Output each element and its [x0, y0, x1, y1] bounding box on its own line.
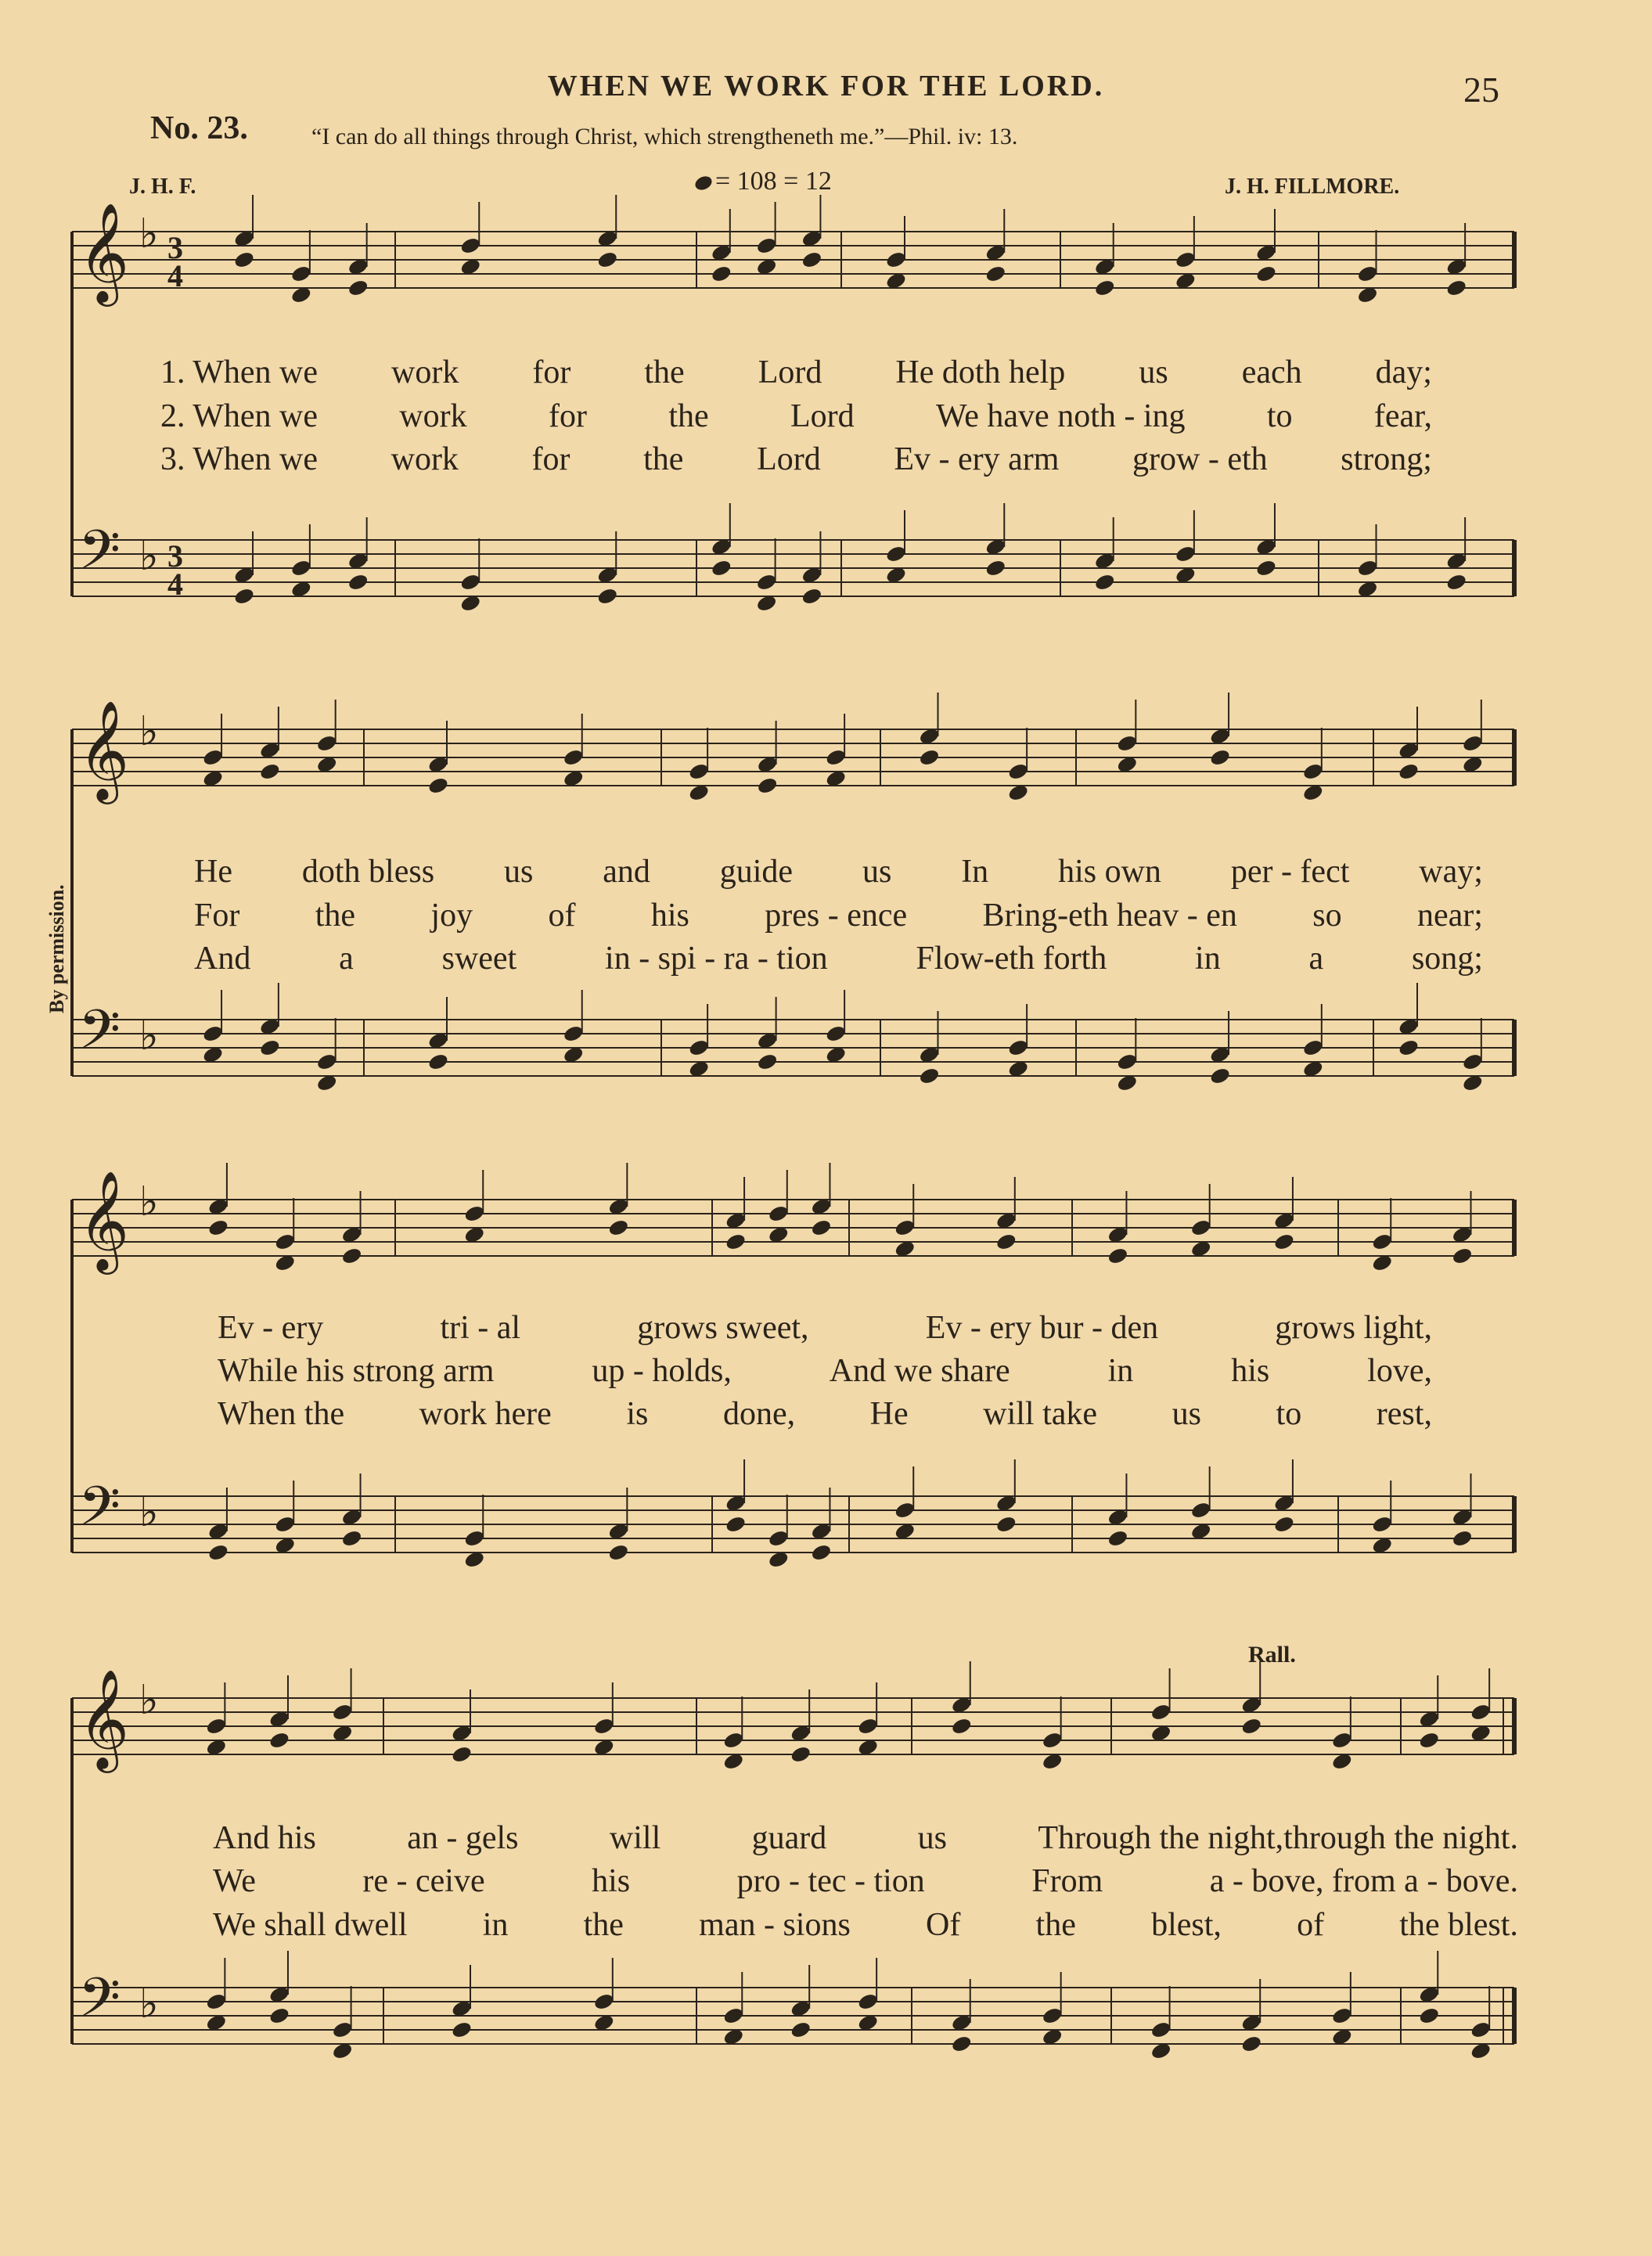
notehead: [790, 1745, 812, 1765]
bass-clef-icon: 𝄢: [78, 518, 121, 595]
lyric-word: his: [650, 898, 689, 934]
lyric-word: And we share: [829, 1353, 1010, 1389]
notehead: [1418, 2006, 1441, 2026]
lyric-word: love,: [1367, 1353, 1432, 1389]
lyric-word: 2. When we: [160, 398, 318, 434]
notehead: [918, 748, 941, 768]
notehead: [790, 2020, 812, 2040]
lyric-word: From: [1031, 1863, 1103, 1899]
page-number: 25: [1463, 70, 1499, 110]
lyric-word: song;: [1411, 941, 1483, 977]
notehead: [1007, 1038, 1030, 1058]
time-signature-numerator: 3: [167, 230, 183, 265]
lyric-word: the: [668, 398, 709, 434]
notehead: [274, 1232, 297, 1252]
lyric-word: his: [1231, 1353, 1270, 1389]
notehead: [268, 2006, 291, 2026]
lyric-word: the blest.: [1399, 1907, 1518, 1943]
notehead: [331, 1703, 354, 1722]
treble-clef-icon: 𝄞: [78, 700, 130, 800]
lyric-line: [213, 1819, 1518, 1857]
notehead: [801, 250, 823, 270]
lyric-word: strong;: [1341, 441, 1432, 477]
notehead: [562, 1024, 585, 1044]
notehead: [1255, 559, 1278, 578]
lyric-word: each: [1241, 354, 1302, 390]
lyric-word: of: [1297, 1907, 1325, 1943]
notehead: [233, 587, 256, 606]
notehead: [1175, 545, 1197, 564]
lyric-word: will: [609, 1820, 661, 1856]
lyric-word: the: [315, 898, 356, 934]
notehead: [885, 545, 908, 564]
lyric-word: in: [482, 1907, 509, 1943]
lyric-word: doth bless: [301, 854, 435, 890]
page-title: WHEN WE WORK FOR THE LORD.: [547, 70, 1105, 103]
notehead: [810, 1543, 833, 1563]
notehead: [1209, 1067, 1232, 1086]
rallentando-marking: Rall.: [1248, 1642, 1296, 1668]
notehead: [290, 559, 313, 578]
lyric-line: [160, 398, 1432, 435]
notehead: [202, 748, 225, 768]
lyric-word: In: [961, 854, 989, 890]
notehead: [274, 1515, 297, 1535]
notehead: [205, 1992, 228, 2012]
lyric-word: Of: [926, 1907, 961, 1943]
notehead: [331, 2020, 354, 2040]
lyric-word: in: [1195, 941, 1221, 977]
notehead: [711, 264, 733, 284]
notehead: [1445, 573, 1468, 592]
notehead: [1418, 1731, 1441, 1750]
flat-key-signature-icon: ♭: [139, 1178, 159, 1225]
lyric-line: [194, 897, 1483, 934]
lyric-word: a - bove, from a - bove.: [1209, 1863, 1518, 1899]
lyric-word: Bring-eth heav - en: [982, 898, 1237, 934]
notehead: [725, 1232, 747, 1252]
lyric-word: sweet: [441, 941, 517, 977]
lyric-word: to: [1266, 398, 1293, 434]
treble-clef-icon: 𝄞: [78, 202, 130, 302]
notehead: [1398, 762, 1420, 782]
notehead: [1175, 250, 1197, 270]
notehead: [347, 279, 369, 298]
notehead: [810, 1218, 833, 1238]
notehead: [894, 1501, 916, 1520]
lyric-word: Ev - ery bur - den: [925, 1310, 1159, 1346]
notehead: [207, 1218, 230, 1238]
lyric-word: us: [1172, 1396, 1201, 1432]
notehead: [459, 573, 482, 592]
lyric-line: [213, 1906, 1518, 1944]
lyric-word: is: [626, 1396, 649, 1432]
lyric-word: He: [194, 854, 232, 890]
notehead: [857, 1992, 880, 2012]
lyric-word: in: [1107, 1353, 1134, 1389]
notehead: [1116, 734, 1139, 754]
time-signature-denominator: 4: [167, 258, 183, 293]
notehead: [607, 1218, 630, 1238]
lyric-line: [213, 1862, 1518, 1900]
lyric-word: us: [503, 854, 534, 890]
notehead: [1255, 264, 1278, 284]
notehead: [768, 1204, 790, 1224]
lyric-word: He doth help: [895, 354, 1066, 390]
notehead: [1470, 2020, 1492, 2040]
lyric-word: us: [862, 854, 892, 890]
lyric-word: grow - eth: [1132, 441, 1268, 477]
lyric-word: joy: [430, 898, 473, 934]
notehead: [1462, 1052, 1485, 1072]
lyric-line: [194, 853, 1483, 891]
notehead: [950, 1717, 973, 1736]
notehead: [1371, 1232, 1394, 1252]
composer-name: J. H. FILLMORE.: [1225, 175, 1400, 199]
lyric-word: grows sweet,: [637, 1310, 809, 1346]
flat-key-signature-icon: ♭: [139, 1981, 159, 2028]
notehead: [596, 250, 619, 270]
notehead: [1356, 559, 1379, 578]
lyric-word: Lord: [790, 398, 855, 434]
notehead: [1331, 1731, 1354, 1750]
lyric-word: work: [399, 398, 467, 434]
lyric-word: way;: [1419, 854, 1483, 890]
lyric-word: While his strong arm: [218, 1353, 495, 1389]
flat-key-signature-icon: ♭: [139, 1013, 159, 1060]
flat-key-signature-icon: ♭: [139, 708, 159, 755]
notehead: [315, 734, 338, 754]
lyric-word: pro - tec - tion: [736, 1863, 925, 1899]
notehead: [1451, 1529, 1474, 1549]
lyric-word: work: [391, 441, 459, 477]
notehead: [1240, 1717, 1263, 1736]
lyric-word: guide: [719, 854, 794, 890]
lyric-word: 1. When we: [160, 354, 318, 390]
notehead: [593, 1717, 616, 1736]
lyric-word: Ev - ery arm: [894, 441, 1060, 477]
notehead: [711, 559, 733, 578]
hymn-number: No. 23.: [150, 110, 248, 146]
bass-clef-icon: 𝄢: [78, 1474, 121, 1551]
notehead: [755, 236, 778, 256]
notehead: [340, 1247, 363, 1266]
lyric-line: [218, 1395, 1432, 1433]
lyric-word: a: [1308, 941, 1324, 977]
lyric-word: re - ceive: [362, 1863, 485, 1899]
notehead: [1273, 1515, 1296, 1535]
notehead: [756, 1052, 779, 1072]
notehead: [202, 1024, 225, 1044]
notehead: [722, 2006, 745, 2026]
lyric-line: [160, 441, 1432, 478]
lyric-word: work: [391, 354, 459, 390]
lyric-word: done,: [722, 1396, 796, 1432]
lyric-word: his own: [1058, 854, 1161, 890]
lyric-word: When the: [218, 1396, 345, 1432]
notehead: [463, 1529, 486, 1549]
notehead: [894, 1218, 916, 1238]
notehead: [1371, 1515, 1394, 1535]
lyric-word: 3. When we: [160, 441, 318, 477]
tempo-text: = 108 = 12: [715, 167, 832, 196]
lyric-word: Through the night,through the night.: [1038, 1820, 1518, 1856]
lyric-word: a: [339, 941, 354, 977]
notehead: [593, 1992, 616, 2012]
notehead: [459, 236, 482, 256]
notehead: [1093, 279, 1116, 298]
flat-key-signature-icon: ♭: [139, 1489, 159, 1536]
flat-key-signature-icon: ♭: [139, 533, 159, 580]
notehead: [688, 762, 711, 782]
notehead: [722, 1731, 745, 1750]
notehead: [427, 776, 450, 796]
notehead: [755, 573, 778, 592]
notehead: [427, 1052, 450, 1072]
lyric-line: [194, 940, 1483, 977]
lyric-line: [218, 1309, 1432, 1347]
lyric-word: for: [532, 354, 571, 390]
notehead: [463, 1204, 486, 1224]
notehead: [1302, 1038, 1325, 1058]
lyric-word: an - gels: [407, 1820, 519, 1856]
notehead: [259, 762, 282, 782]
notehead: [1190, 1501, 1212, 1520]
notehead: [1273, 1232, 1296, 1252]
lyric-word: And his: [213, 1820, 316, 1856]
lyric-word: pres - ence: [765, 898, 908, 934]
lyric-word: Ev - ery: [218, 1310, 324, 1346]
lyric-word: in - spi - ra - tion: [605, 941, 828, 977]
notehead: [207, 1543, 230, 1563]
lyric-word: guard: [751, 1820, 827, 1856]
lyric-word: man - sions: [699, 1907, 851, 1943]
notehead: [984, 264, 1007, 284]
lyric-word: We have noth - ing: [936, 398, 1186, 434]
notehead: [825, 1024, 848, 1044]
lyric-word: and: [603, 854, 650, 890]
notehead: [259, 1038, 282, 1058]
lyric-word: We shall dwell: [213, 1907, 408, 1943]
notehead: [1041, 1731, 1064, 1750]
notehead: [885, 250, 908, 270]
notehead: [984, 559, 1007, 578]
lyric-line: [160, 354, 1432, 391]
lyric-word: For: [194, 898, 240, 934]
lyric-word: per - fect: [1230, 854, 1350, 890]
treble-clef-icon: 𝄞: [78, 1170, 130, 1270]
notehead: [1462, 734, 1485, 754]
notehead: [801, 587, 823, 606]
notehead: [347, 573, 369, 592]
permission-note: By permission.: [45, 884, 68, 1013]
notehead: [768, 1529, 790, 1549]
notehead: [756, 776, 779, 796]
lyric-word: Lord: [757, 441, 821, 477]
lyric-word: us: [917, 1820, 947, 1856]
lyric-word: near;: [1417, 898, 1483, 934]
notehead: [1007, 762, 1030, 782]
notehead: [857, 1717, 880, 1736]
lyric-word: his: [592, 1863, 631, 1899]
flat-key-signature-icon: ♭: [139, 1677, 159, 1724]
lyric-word: Lord: [758, 354, 822, 390]
flat-key-signature-icon: ♭: [139, 210, 159, 257]
lyric-word: the: [643, 441, 684, 477]
notehead: [290, 264, 313, 284]
notehead: [451, 2020, 473, 2040]
lyricist-initials: J. H. F.: [129, 175, 196, 199]
lyric-line: [218, 1352, 1432, 1390]
notehead: [607, 1543, 630, 1563]
lyric-word: the: [1035, 1907, 1076, 1943]
notehead: [918, 1067, 941, 1086]
notehead: [1190, 1218, 1212, 1238]
lyric-word: He: [869, 1396, 909, 1432]
lyric-word: grows light,: [1275, 1310, 1432, 1346]
bass-clef-icon: 𝄢: [78, 1966, 121, 2042]
lyric-word: blest,: [1151, 1907, 1222, 1943]
notehead: [825, 748, 848, 768]
notehead: [1150, 1703, 1172, 1722]
notehead: [1240, 2035, 1263, 2054]
lyric-word: of: [548, 898, 576, 934]
notehead: [1209, 748, 1232, 768]
lyric-word: the: [583, 1907, 624, 1943]
lyric-word: Flow-eth forth: [916, 941, 1107, 977]
lyric-word: fear,: [1373, 398, 1432, 434]
lyric-word: rest,: [1376, 1396, 1432, 1432]
scripture-quote: “I can do all things through Christ, which strengtheneth me.”—Phil. iv: 13.: [311, 124, 1018, 149]
lyric-word: And: [194, 941, 251, 977]
notehead: [596, 587, 619, 606]
notehead: [205, 1717, 228, 1736]
notehead: [1451, 1247, 1474, 1266]
notehead: [451, 1745, 473, 1765]
lyric-word: will take: [983, 1396, 1098, 1432]
lyric-word: We: [213, 1863, 256, 1899]
treble-clef-icon: 𝄞: [78, 1668, 130, 1768]
lyric-word: the: [644, 354, 685, 390]
notehead: [268, 1731, 291, 1750]
notehead: [1302, 762, 1325, 782]
notehead: [1445, 279, 1468, 298]
notehead: [233, 250, 256, 270]
notehead: [1093, 573, 1116, 592]
notehead: [340, 1529, 363, 1549]
notehead: [562, 748, 585, 768]
lyric-word: for: [549, 398, 587, 434]
lyric-word: day;: [1375, 354, 1432, 390]
notehead: [950, 2035, 973, 2054]
lyric-word: up - holds,: [592, 1353, 732, 1389]
lyric-word: so: [1312, 898, 1342, 934]
lyric-word: us: [1139, 354, 1168, 390]
notehead: [1150, 2020, 1172, 2040]
bass-clef-icon: 𝄢: [78, 998, 121, 1074]
lyric-word: tri - al: [440, 1310, 521, 1346]
notehead: [1470, 1703, 1492, 1722]
notehead: [995, 1232, 1018, 1252]
notehead: [688, 1038, 711, 1058]
notehead: [1107, 1247, 1129, 1266]
notehead: [315, 1052, 338, 1072]
notehead: [995, 1515, 1018, 1535]
notehead: [725, 1515, 747, 1535]
notehead: [1356, 264, 1379, 284]
notehead: [1331, 2006, 1354, 2026]
time-signature-numerator: 3: [167, 538, 183, 574]
notehead: [1107, 1529, 1129, 1549]
notehead: [1041, 2006, 1064, 2026]
lyric-word: work here: [419, 1396, 552, 1432]
notehead: [1116, 1052, 1139, 1072]
lyric-word: for: [531, 441, 570, 477]
notehead: [1398, 1038, 1420, 1058]
time-signature-denominator: 4: [167, 567, 183, 602]
lyric-word: to: [1276, 1396, 1302, 1432]
